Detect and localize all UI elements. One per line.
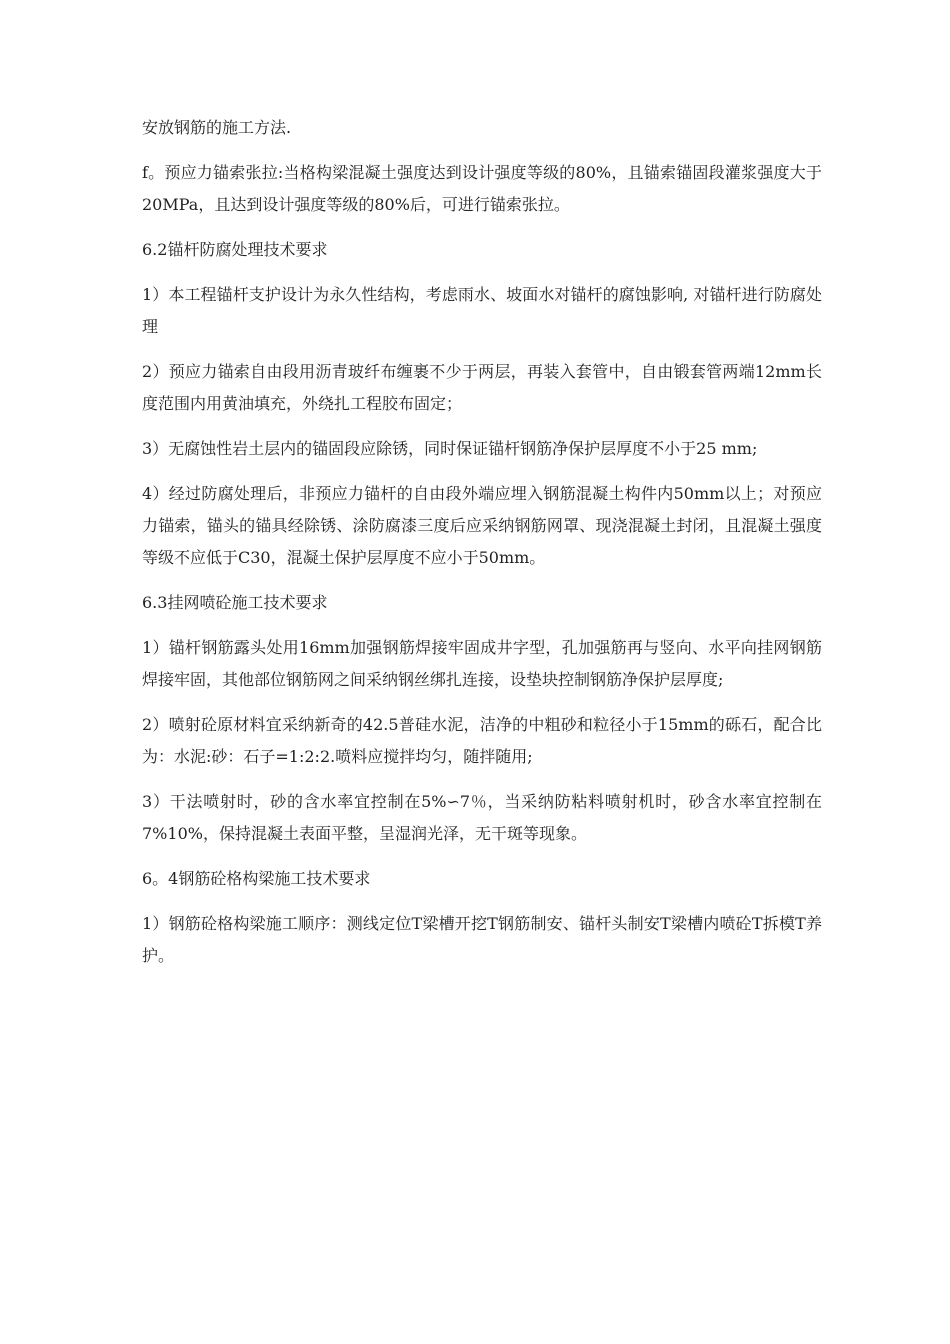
section-heading-6-2: 6.2锚杆防腐处理技术要求 [142,240,328,259]
paragraph-6-4-item-1: 1）钢筋砼格构梁施工顺序：测线定位T梁槽开挖T钢筋制安、锚杆头制安T梁槽内喷砼T拆模T养护。 [142,914,822,965]
document-page [142,112,822,985]
paragraph-6-2-item-3: 3）无腐蚀性岩土层内的锚固段应除锈，同时保证锚杆钢筋净保护层厚度不小于25 mm; [142,439,758,458]
paragraph-intro: 安放钢筋的施工方法. [142,118,292,137]
paragraph-6-2-item-1: 1）本工程锚杆支护设计为永久性结构，考虑雨水、坡面水对锚杆的腐蚀影响, 对锚杆进行防腐处理 [142,285,822,336]
section-heading-6-4: 6。4钢筋砼格构梁施工技术要求 [142,869,371,888]
paragraph-6-3-item-1: 1）锚杆钢筋露头处用16mm加强钢筋焊接牢固成井字型，孔加强筋再与竖向、水平向挂网钢筋焊接牢固，其他部位钢筋网之间采纳钢丝绑扎连接，设垫块控制钢筋净保护层厚度; [142,638,822,689]
section-heading-6-3: 6.3挂网喷砼施工技术要求 [142,593,328,612]
paragraph-6-2-item-4: 4）经过防腐处理后，非预应力锚杆的自由段外端应埋入钢筋混凝土构件内50mm以上；对预应力锚索，锚头的锚具经除锈、涂防腐漆三度后应采纳钢筋网罩、现浇混凝土封闭，且混凝土强度等级不应低于C30，混凝土保护层厚度不应小于50mm。 [142,484,822,567]
paragraph-6-2-item-2: 2）预应力锚索自由段用沥青玻纤布缠裹不少于两层，再装入套管中，自由锻套管两端12mm长度范围内用黄油填充，外绕扎工程胶布固定； [142,362,822,413]
paragraph-6-3-item-3: 3）干法喷射时，砂的含水率宜控制在5%∽7％，当采纳防粘料喷射机时，砂含水率宜控制在7%10%，保持混凝土表面平整，呈湿润光泽，无干斑等现象。 [142,792,822,843]
paragraph-anchor-tension: f。预应力锚索张拉:当格构梁混凝土强度达到设计强度等级的80%，且锚索锚固段灌浆强度大于20MPa，且达到设计强度等级的80%后，可进行锚索张拉。 [142,163,822,214]
paragraph-6-3-item-2: 2）喷射砼原材料宜采纳新奇的42.5普硅水泥，洁净的中粗砂和粒径小于15mm的砾石，配合比为：水泥:砂：石子=1:2:2.喷料应搅拌均匀，随拌随用; [142,715,822,766]
